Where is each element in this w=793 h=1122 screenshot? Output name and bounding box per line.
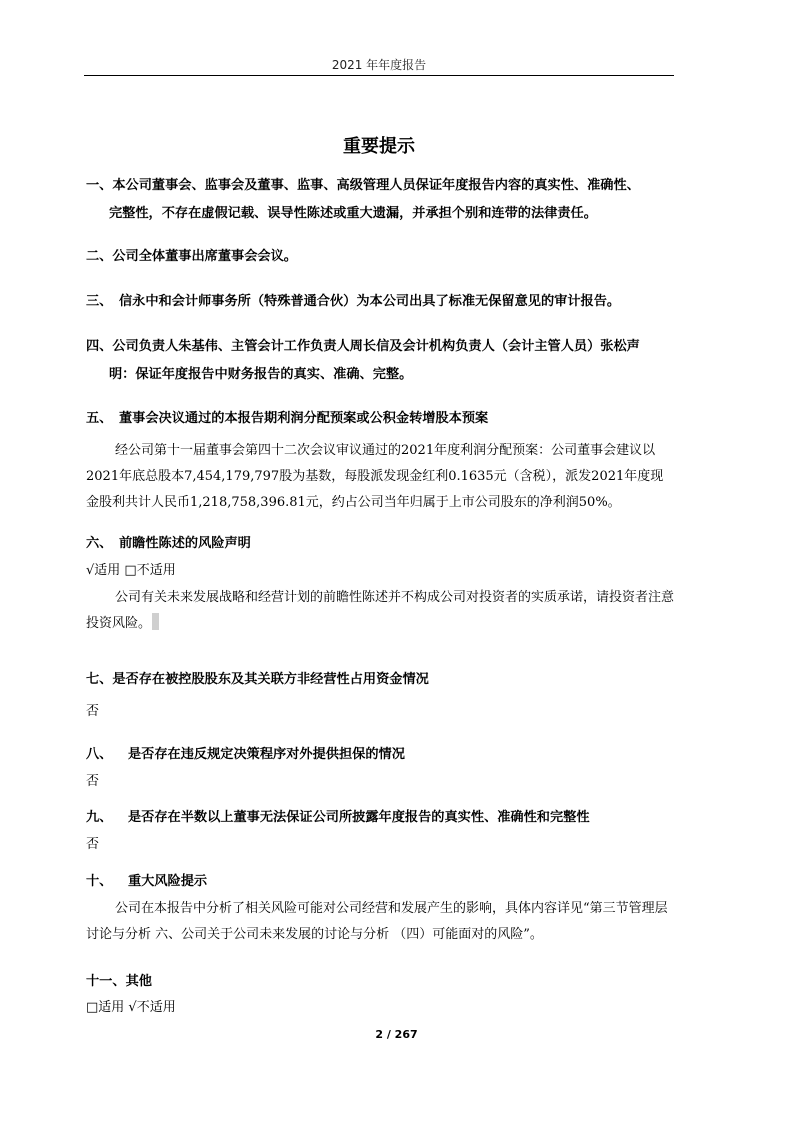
section-8-heading: 是否存在违反规定决策程序对外提供担保的情况	[128, 747, 405, 762]
section-2	[86, 243, 297, 271]
section-1-line2: 完整性，不存在虚假记载、误导性陈述或重大遗漏，并承担个别和连带的法律责任。	[109, 206, 597, 221]
section-2-number: 二、	[86, 249, 113, 264]
section-10-body: 公司在本报告中分析了相关风险可能对公司经营和发展产生的影响，具体内容详见“第三节管理层讨论与分析 六、公司关于公司未来发展的讨论与分析 （四）可能面对的风险”。	[86, 901, 668, 942]
running-header: 2021 年年度报告	[331, 58, 427, 72]
section-7-heading: 是否存在被控股股东及其关联方非经营性占用资金情况	[112, 672, 429, 687]
section-6-body-text: 公司有关未来发展战略和经营计划的前瞻性陈述并不构成公司对投资者的实质承诺，请投资者注意投资风险。	[86, 590, 675, 631]
section-4-line1: 公司负责人朱基伟、主管会计工作负责人周长信及会计机构负责人（会计主管人员）张松声	[112, 339, 640, 354]
section-7	[86, 666, 429, 694]
section-1-line1: 本公司董事会、监事会及董事、监事、高级管理人员保证年度报告内容的真实性、准确性、	[112, 178, 640, 193]
page-number: 2 / 267	[375, 1028, 418, 1041]
section-6	[86, 530, 251, 558]
section-6-body	[86, 585, 676, 637]
section-11	[86, 968, 152, 996]
page-title: 重要提示	[343, 136, 415, 157]
section-9-answer: 否	[86, 837, 100, 852]
section-7-answer: 否	[86, 704, 100, 719]
section-9	[86, 804, 590, 832]
section-2-line1: 公司全体董事出席董事会会议。	[112, 249, 297, 264]
section-11-heading: 其他	[125, 974, 152, 989]
section-11-number: 十一、	[86, 974, 126, 989]
section-6-applicability: √适用 □不适用	[86, 563, 176, 578]
section-1	[86, 172, 640, 228]
section-3-number: 三、	[86, 294, 113, 309]
text-cursor	[152, 613, 159, 630]
header-rule	[84, 75, 674, 76]
section-7-number: 七、	[86, 672, 113, 687]
section-1-number: 一、	[86, 178, 113, 193]
section-4-line2: 明：保证年度报告中财务报告的真实、准确、完整。	[109, 367, 413, 382]
section-10-heading: 重大风险提示	[128, 874, 208, 889]
section-9-heading: 是否存在半数以上董事无法保证公司所披露年度报告的真实性、准确性和完整性	[128, 810, 590, 825]
section-4	[86, 333, 640, 389]
section-6-heading: 前瞻性陈述的风险声明	[119, 536, 251, 551]
section-10-number: 十、	[86, 874, 113, 889]
section-5-body: 经公司第十一届董事会第四十二次会议审议通过的2021年度利润分配预案：公司董事会建议以2021年底总股本7,454,179,797股为基数，每股派发现金红利0.1635元（含税），派发2021年度现金股利共计人民币1,218,758,396.81元，约占公司当年归属于上市公司股东的净利润50%。	[86, 443, 664, 510]
section-9-number: 九、	[86, 810, 113, 825]
section-11-applicability: □适用 √不适用	[86, 1000, 176, 1015]
section-3-line1: 信永中和会计师事务所（特殊普通合伙）为本公司出具了标准无保留意见的审计报告。	[119, 294, 621, 309]
section-5-number: 五、	[86, 411, 113, 426]
section-8-number: 八、	[86, 747, 113, 762]
section-5-heading: 董事会决议通过的本报告期利润分配预案或公积金转增股本预案	[119, 411, 489, 426]
section-5	[86, 405, 488, 433]
section-4-number: 四、	[86, 339, 113, 354]
section-8	[86, 741, 405, 769]
section-8-answer: 否	[86, 774, 100, 789]
section-10	[86, 868, 207, 896]
section-3	[86, 288, 620, 316]
section-6-number: 六、	[86, 536, 113, 551]
